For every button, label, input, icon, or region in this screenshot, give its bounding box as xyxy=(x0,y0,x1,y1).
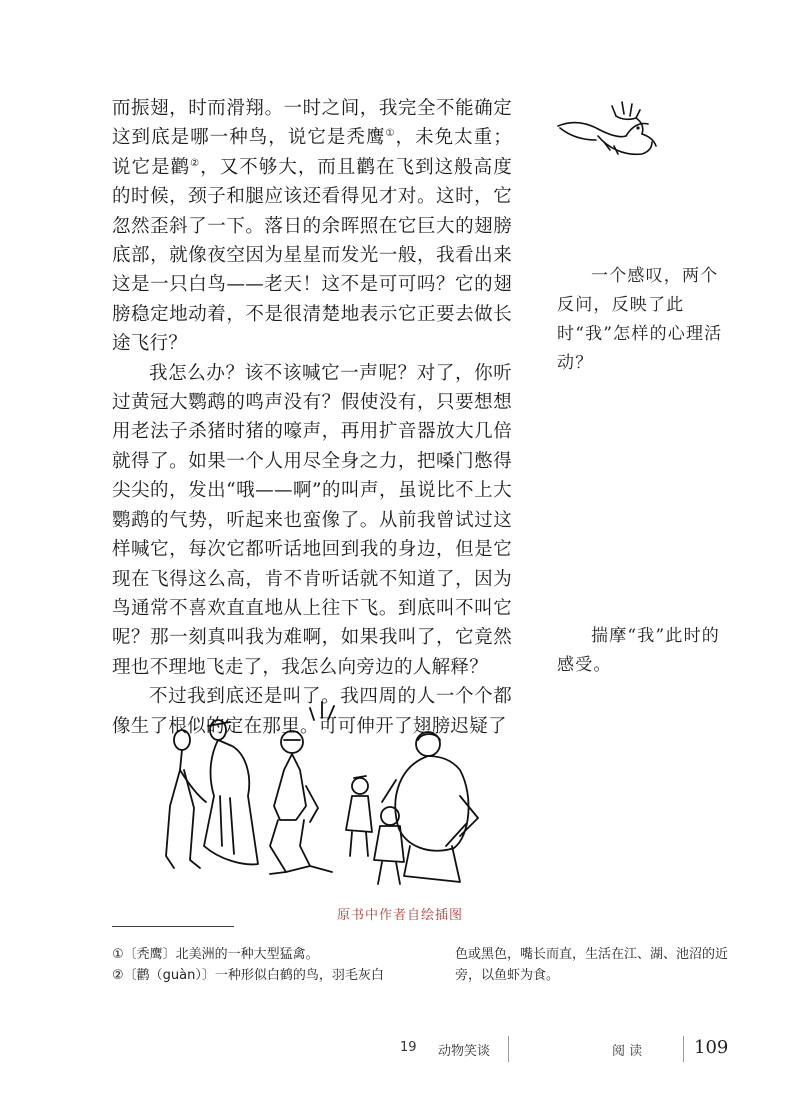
footer-divider-2 xyxy=(683,1036,684,1062)
footnote-2-part-1: ②〔鹳（guàn）〕一种形似白鹤的鸟，羽毛灰白 xyxy=(112,968,384,983)
paragraph-1-part-c: ，又不够大，而且鹳在飞到这般高度的时候，颈子和腿应该还看得见才对。这时，它忽然歪斜了一下。落日的余晖照在它巨大的翅膀底部，就像夜空因为星星而发光一般，我看出来这是一只白鸟——老天！这不是可可吗？它的翅膀稳定地动着，不是很清楚地表示它正要去做长途飞行？ xyxy=(112,156,513,355)
bird-eye xyxy=(636,126,639,129)
page-number: 109 xyxy=(694,1037,729,1058)
footnotes-right xyxy=(455,944,735,986)
bird-sketch-icon xyxy=(552,96,670,166)
paragraph-1-part-a: 而振翅，时而滑翔。一时之间，我完全不能确定这到底是哪一种鸟，说它是秃鹰 xyxy=(112,98,512,149)
paragraph-1-part-b: ，未免太重；说它是鹳 xyxy=(112,127,513,178)
footnote-divider xyxy=(112,926,234,927)
margin-note-1: 一个感叹，两个反问，反映了此时“我”怎样的心理活动？ xyxy=(557,266,723,373)
crowd-illustration xyxy=(160,696,500,892)
lesson-number: 19 xyxy=(400,1040,417,1055)
footnote-ref-1[interactable]: ① xyxy=(385,128,396,140)
paragraph-3: 不过我到底还是叫了。我四周的人一个个都像生了根似的定在那里。可可伸开了翅膀迟疑了 xyxy=(112,686,512,737)
lesson-title: 动物笑谈 xyxy=(438,1044,491,1059)
footnote-2-part-2: 色或黑色，嘴长而直，生活在江、湖、池沼的近旁，以鱼虾为食。 xyxy=(455,947,729,983)
footer-divider-1 xyxy=(508,1036,509,1062)
paragraph-1 xyxy=(112,94,512,359)
section-label: 阅 读 xyxy=(612,1044,643,1059)
paragraph-2: 我怎么办？该不该喊它一声呢？对了，你听过黄冠大鹦鹉的鸣声没有？假使没有，只要想想用老法子杀猪时猪的嚎声，再用扩音器放大几倍就得了。如果一个人用尽全身之力，把嗓门憋得尖尖的，发出“哦——啊”的叫声，虽说比不上大鹦鹉的气势，听起来也蛮像了。从前我曾试过这样喊它，每次它都听话地回到我的身边，但是它现在飞得这么高，肯不肯听话就不知道了，因为鸟通常不喜欢直直地从上往下飞。到底叫不叫它呢？那一刻真叫我为难啊，如果我叫了，它竟然理也不理地飞走了，我怎么向旁边的人解释？ xyxy=(112,362,512,678)
margin-note-2: 揣摩“我”此时的感受。 xyxy=(557,626,720,675)
footnotes-left xyxy=(112,944,432,986)
illustration-caption: 原书中作者自绘插图 xyxy=(336,908,463,923)
footnote-1: ①〔秃鹰〕北美洲的一种大型猛禽。 xyxy=(112,947,319,962)
main-text xyxy=(112,94,512,741)
footnote-ref-2[interactable]: ② xyxy=(190,157,201,169)
